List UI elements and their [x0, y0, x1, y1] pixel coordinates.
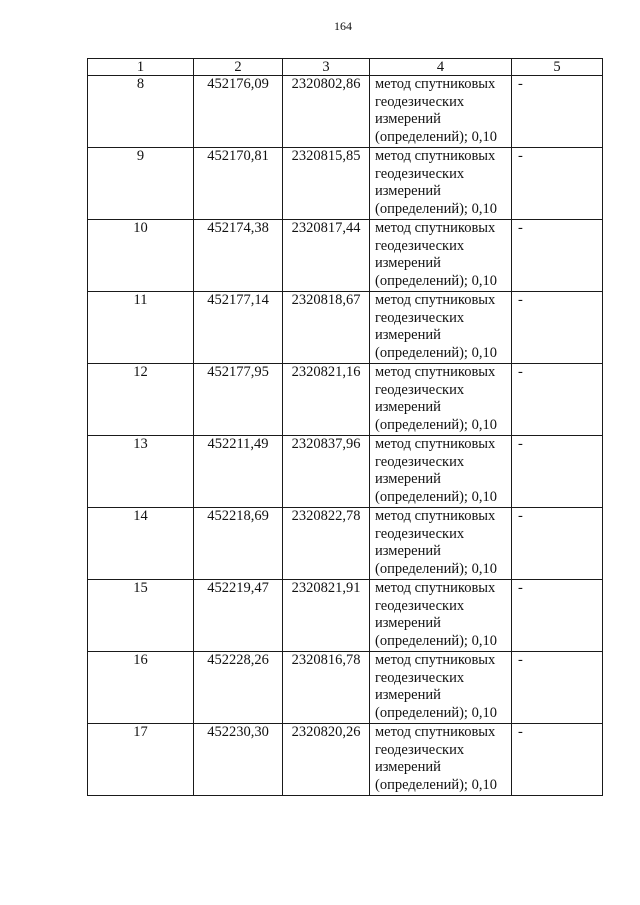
note-cell: -	[512, 724, 603, 796]
point-number-cell: 13	[88, 436, 194, 508]
x-coordinate-cell: 452176,09	[194, 76, 283, 148]
point-number-cell: 9	[88, 148, 194, 220]
x-coordinate-cell: 452228,26	[194, 652, 283, 724]
y-coordinate-cell: 2320837,96	[283, 436, 370, 508]
note-cell: -	[512, 652, 603, 724]
header-col-5: 5	[512, 59, 603, 76]
header-col-3: 3	[283, 59, 370, 76]
y-coordinate-cell: 2320802,86	[283, 76, 370, 148]
point-number-cell: 8	[88, 76, 194, 148]
y-coordinate-cell: 2320820,26	[283, 724, 370, 796]
note-cell: -	[512, 76, 603, 148]
table-row	[88, 148, 603, 220]
y-coordinate-cell: 2320821,16	[283, 364, 370, 436]
method-cell: метод спутниковых геодезических измерений (определений); 0,10	[370, 76, 512, 148]
note-cell: -	[512, 292, 603, 364]
x-coordinate-cell: 452177,95	[194, 364, 283, 436]
x-coordinate-cell: 452230,30	[194, 724, 283, 796]
note-cell: -	[512, 220, 603, 292]
header-col-4: 4	[370, 59, 512, 76]
header-col-2: 2	[194, 59, 283, 76]
table-header-row	[88, 59, 603, 76]
y-coordinate-cell: 2320816,78	[283, 652, 370, 724]
coordinates-table	[87, 58, 603, 796]
x-coordinate-cell: 452177,14	[194, 292, 283, 364]
method-cell: метод спутниковых геодезических измерений (определений); 0,10	[370, 724, 512, 796]
method-cell: метод спутниковых геодезических измерений (определений); 0,10	[370, 508, 512, 580]
table-row	[88, 652, 603, 724]
note-cell: -	[512, 148, 603, 220]
y-coordinate-cell: 2320818,67	[283, 292, 370, 364]
point-number-cell: 14	[88, 508, 194, 580]
method-cell: метод спутниковых геодезических измерений (определений); 0,10	[370, 652, 512, 724]
table-row	[88, 724, 603, 796]
method-cell: метод спутниковых геодезических измерений (определений); 0,10	[370, 580, 512, 652]
table-row	[88, 508, 603, 580]
point-number-cell: 10	[88, 220, 194, 292]
table-row	[88, 220, 603, 292]
note-cell: -	[512, 436, 603, 508]
y-coordinate-cell: 2320817,44	[283, 220, 370, 292]
note-cell: -	[512, 364, 603, 436]
point-number-cell: 16	[88, 652, 194, 724]
point-number-cell: 11	[88, 292, 194, 364]
table-row	[88, 580, 603, 652]
header-col-1: 1	[88, 59, 194, 76]
table-body	[88, 76, 603, 796]
page-number: 164	[334, 19, 352, 33]
note-cell: -	[512, 580, 603, 652]
table-row	[88, 436, 603, 508]
point-number-cell: 15	[88, 580, 194, 652]
method-cell: метод спутниковых геодезических измерений (определений); 0,10	[370, 436, 512, 508]
note-cell: -	[512, 508, 603, 580]
method-cell: метод спутниковых геодезических измерений (определений); 0,10	[370, 364, 512, 436]
y-coordinate-cell: 2320822,78	[283, 508, 370, 580]
point-number-cell: 12	[88, 364, 194, 436]
y-coordinate-cell: 2320821,91	[283, 580, 370, 652]
point-number-cell: 17	[88, 724, 194, 796]
table-row	[88, 364, 603, 436]
x-coordinate-cell: 452219,47	[194, 580, 283, 652]
x-coordinate-cell: 452174,38	[194, 220, 283, 292]
method-cell: метод спутниковых геодезических измерений (определений); 0,10	[370, 148, 512, 220]
table-row	[88, 76, 603, 148]
x-coordinate-cell: 452218,69	[194, 508, 283, 580]
table-row	[88, 292, 603, 364]
method-cell: метод спутниковых геодезических измерений (определений); 0,10	[370, 292, 512, 364]
x-coordinate-cell: 452211,49	[194, 436, 283, 508]
y-coordinate-cell: 2320815,85	[283, 148, 370, 220]
method-cell: метод спутниковых геодезических измерений (определений); 0,10	[370, 220, 512, 292]
x-coordinate-cell: 452170,81	[194, 148, 283, 220]
